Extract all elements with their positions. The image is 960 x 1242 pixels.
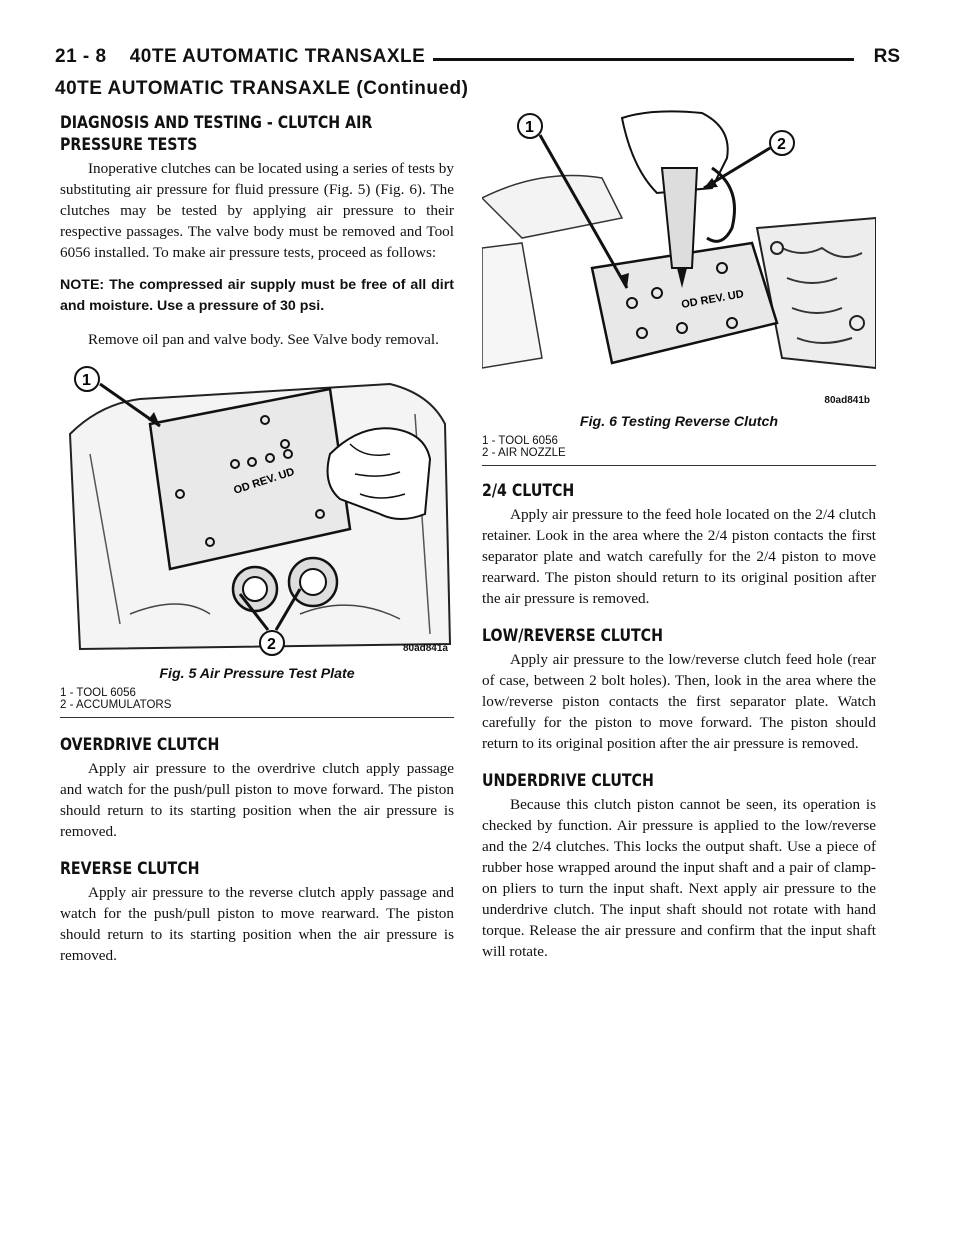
step-paragraph: Remove oil pan and valve body. See Valve body removal. xyxy=(88,331,439,348)
fig5-rule xyxy=(60,717,454,718)
left-column xyxy=(60,112,454,966)
clutch24-heading: 2/4 CLUTCH xyxy=(482,481,575,500)
fig5-legend-item-2: 2 - ACCUMULATORS xyxy=(60,699,172,711)
figure-6 xyxy=(482,108,876,408)
fig6-plate-label: OD REV. UD xyxy=(680,288,745,311)
diagnosis-intro: Inoperative clutches can be located using a series of tests by substituting air pressure for fluid pressure (Fig. 5) (Fig. 6). The clutches may be tested by applying air pressure to their respective passages. The valve body must be removed and Tool 6056 installed. To make air pressure tests, proceed as follows: xyxy=(60,160,454,261)
figure-6-illustration xyxy=(482,108,876,408)
page-reference: 21 - 8 40TE AUTOMATIC TRANSAXLE xyxy=(55,46,426,67)
diagnosis-heading-line2: PRESSURE TESTS xyxy=(60,135,198,154)
reverse-heading: REVERSE CLUTCH xyxy=(60,859,200,878)
lowreverse-body: Apply air pressure to the low/reverse clutch feed hole (rear of case, between 2 bolt holes). Then, look in the area where the low/reverse piston contacts the first separator plate. Watch carefully for the piston to move forward. The piston should return to its original position after the air pressure is removed. xyxy=(482,651,876,752)
fig6-legend-item-1: 1 - TOOL 6056 xyxy=(482,435,558,447)
fig5-plate-label: OD REV. UD xyxy=(232,465,297,497)
diagnosis-heading-line1: DIAGNOSIS AND TESTING - CLUTCH AIR xyxy=(60,113,373,132)
fig6-image-code: 80ad841b xyxy=(824,395,870,406)
fig6-legend-item-2: 2 - AIR NOZZLE xyxy=(482,447,566,459)
fig5-legend-item-1: 1 - TOOL 6056 xyxy=(60,687,136,699)
fig6-rule xyxy=(482,465,876,466)
fig5-legend xyxy=(60,687,454,711)
header-rule xyxy=(433,58,854,61)
figure-5-illustration xyxy=(60,364,454,660)
page-header xyxy=(55,46,900,74)
figure-5 xyxy=(60,364,454,660)
reverse-body: Apply air pressure to the reverse clutch apply passage and watch for the push/pull piston to move rearward. The piston should return to its starting position when the air pressure is removed. xyxy=(60,884,454,964)
note-paragraph: NOTE: The compressed air supply must be free of all dirt and moisture. Use a pressure of 30 psi. xyxy=(60,277,454,314)
underdrive-body: Because this clutch piston cannot be seen, its operation is checked by function. Air pressure is applied to the low/reverse and the 2/4 clutches. This locks the output shaft. Use a piece of rubber hose wrapped around the input shaft and a pair of clamp-on pliers to turn the input shaft. Next apply air pressure to the underdrive clutch. The input shaft should not rotate with hand torque. Release the air pressure and confirm that the input shaft will rotate. xyxy=(482,796,876,960)
underdrive-heading: UNDERDRIVE CLUTCH xyxy=(482,771,654,790)
fig6-legend xyxy=(482,435,876,459)
lowreverse-heading: LOW/REVERSE CLUTCH xyxy=(482,626,663,645)
fig5-callout-1: 1 xyxy=(82,372,91,389)
overdrive-body: Apply air pressure to the overdrive clutch apply passage and watch for the push/pull piston to move forward. The piston should return to its starting position when the air pressure is removed. xyxy=(60,760,454,840)
overdrive-heading: OVERDRIVE CLUTCH xyxy=(60,735,220,754)
fig6-caption: Fig. 6 Testing Reverse Clutch xyxy=(579,414,779,430)
fig6-callout-1: 1 xyxy=(525,119,534,136)
continued-title: 40TE AUTOMATIC TRANSAXLE (Continued) xyxy=(55,78,469,99)
model-code: RS xyxy=(873,46,900,67)
fig5-callout-2: 2 xyxy=(267,636,276,653)
fig5-image-code: 80ad841a xyxy=(402,643,448,654)
fig6-callout-2: 2 xyxy=(777,136,786,153)
right-column xyxy=(482,108,876,962)
fig5-caption: Fig. 5 Air Pressure Test Plate xyxy=(159,666,355,682)
clutch24-body: Apply air pressure to the feed hole located on the 2/4 clutch retainer. Look in the area where the 2/4 piston contacts the first separator plate and watch carefully for the 2/4 piston to move rearward. The piston should return to its original position after the air pressure is removed. xyxy=(482,506,876,607)
